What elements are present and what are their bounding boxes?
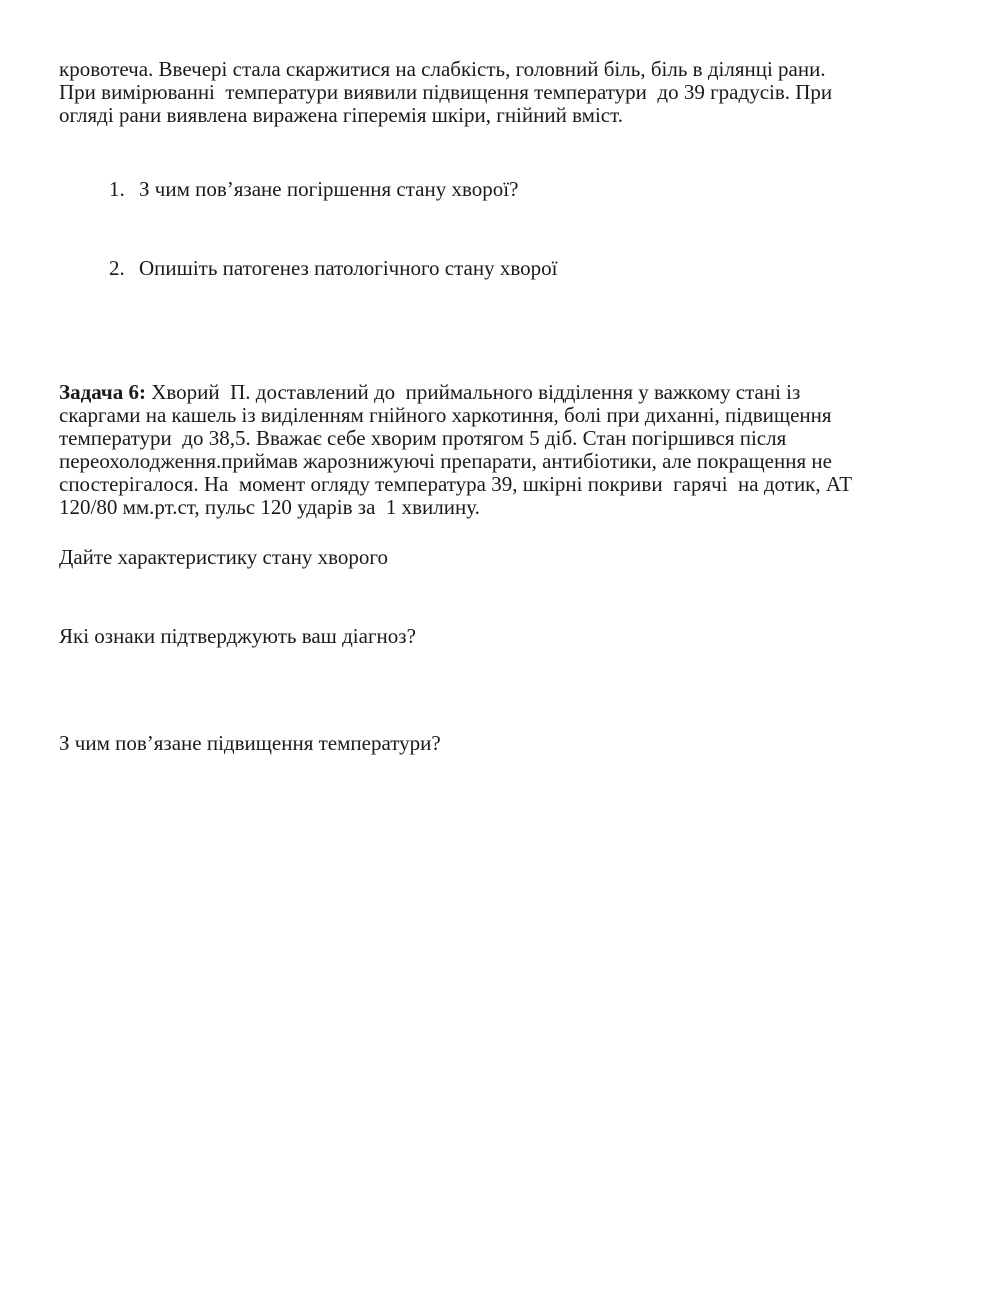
case5-question-1 [88, 155, 518, 224]
question-number: 1. [109, 177, 125, 201]
case5-description [59, 58, 939, 127]
case5-question-2 [88, 234, 557, 303]
case6-question-1: Дайте характеристику стану хворого [59, 545, 388, 569]
case6-line-1 [59, 381, 939, 404]
case6-first-line-text: Хворий П. доставлений до приймального відділення у важкому стані із [145, 380, 801, 404]
question-number: 2. [109, 256, 125, 280]
case5-line-2: При вимірюванні температури виявили підвищення температури до 39 градусів. При [59, 80, 833, 104]
case6-line-6: 120/80 мм.рт.ст, пульс 120 ударів за 1 хвилину. [59, 495, 480, 519]
question-text: З чим пов’язане погіршення стану хворої? [139, 177, 519, 201]
case6-line-4: переохолодження.приймав жарознижуючі препарати, антибіотики, але покращення не [59, 449, 832, 473]
question-text: Опишіть патогенез патологічного стану хворої [139, 256, 558, 280]
case6-question-3: З чим пов’язане підвищення температури? [59, 731, 441, 755]
case6-question-2: Які ознаки підтверджують ваш діагноз? [59, 624, 416, 648]
case6-description [59, 381, 939, 519]
case6-line-3: температури до 38,5. Вважає себе хворим протягом 5 діб. Стан погіршився після [59, 426, 787, 450]
case6-line-2: скаргами на кашель із виділенням гнійного харкотиння, болі при диханні, підвищення [59, 403, 832, 427]
case5-line-1: кровотеча. Ввечері стала скаржитися на слабкість, головний біль, біль в ділянці рани. [59, 57, 826, 81]
case6-line-5: спостерігалося. На момент огляду температура 39, шкірні покриви гарячі на дотик, АТ [59, 472, 853, 496]
case6-label: Задача 6: [59, 380, 146, 404]
case5-line-3: огляді рани виявлена виражена гіперемія шкіри, гнійний вміст. [59, 103, 623, 127]
